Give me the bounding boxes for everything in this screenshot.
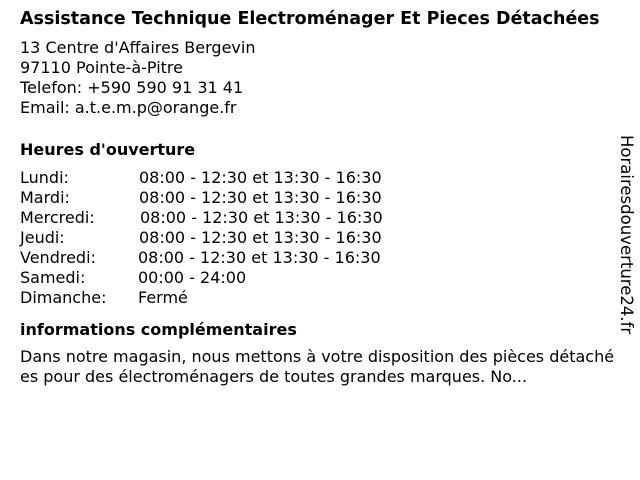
day-label: Samedi: (20, 268, 86, 287)
site-watermark: Horairesdouverture24.fr (617, 135, 636, 335)
hours-row-friday (20, 248, 618, 268)
hours-row-thursday (20, 228, 618, 248)
street-address: 13 Centre d'Affaires Bergevin (20, 38, 256, 57)
time-value: 08:00 - 12:30 et 13:30 - 16:30 (139, 168, 382, 187)
time-value: 08:00 - 12:30 et 13:30 - 16:30 (138, 248, 381, 267)
city-address: 97110 Pointe-à-Pitre (20, 58, 183, 77)
hours-row-wednesday (20, 208, 618, 228)
business-name: Assistance Technique Electroménager Et Pieces Détachées (20, 9, 600, 29)
email-address: Email: a.t.e.m.p@orange.fr (20, 98, 237, 117)
day-label: Mercredi: (20, 208, 95, 227)
day-label: Vendredi: (20, 248, 96, 267)
day-label: Mardi: (20, 188, 70, 207)
day-label: Dimanche: (20, 288, 107, 307)
time-value: 08:00 - 12:30 et 13:30 - 16:30 (140, 208, 383, 227)
day-label: Lundi: (20, 168, 69, 187)
additional-info-text: Dans notre magasin, nous mettons à votre disposition des pièces détachées pour des électroménagers de toutes grandes marques. No... (20, 347, 615, 386)
business-card (20, 8, 618, 387)
opening-hours-heading: Heures d'ouverture (20, 140, 196, 159)
time-value: 08:00 - 12:30 et 13:30 - 16:30 (139, 228, 382, 247)
time-value: 00:00 - 24:00 (138, 268, 247, 287)
hours-row-saturday (20, 268, 618, 288)
opening-hours-table (20, 168, 618, 308)
hours-row-sunday (20, 288, 618, 308)
hours-row-tuesday (20, 188, 618, 208)
day-label: Jeudi: (20, 228, 65, 247)
additional-info-heading: informations complémentaires (20, 320, 297, 339)
time-value: Fermé (138, 288, 188, 307)
hours-row-monday (20, 168, 618, 188)
address-block (20, 38, 618, 118)
phone-number: Telefon: +590 590 91 31 41 (20, 78, 244, 97)
time-value: 08:00 - 12:30 et 13:30 - 16:30 (139, 188, 382, 207)
